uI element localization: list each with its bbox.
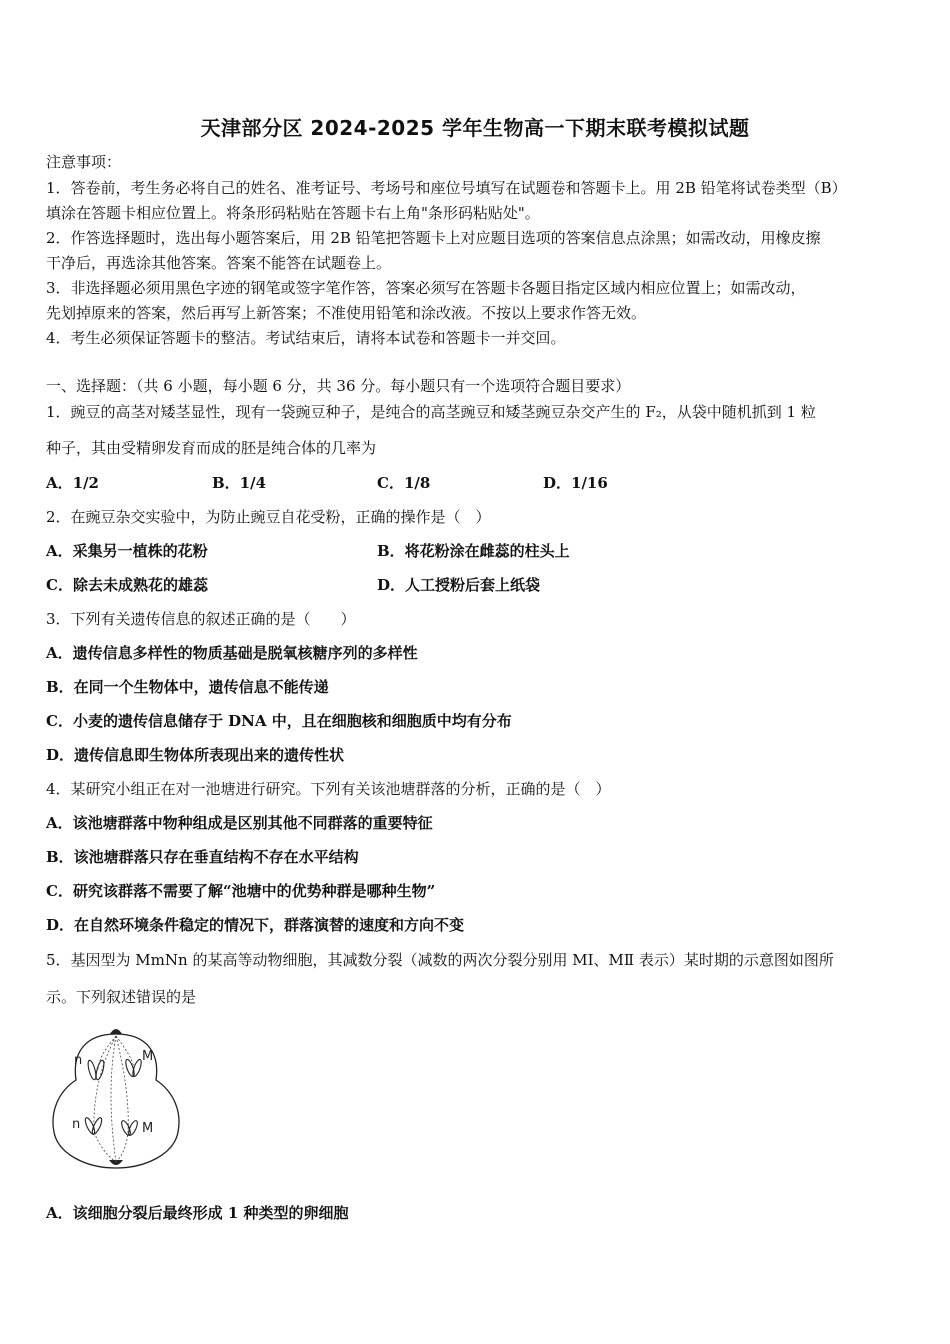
label-m-top: M	[142, 1049, 154, 1064]
question-4-option-a[interactable]: A．该池塘群落中物种组成是区别其他不同群落的重要特征	[46, 814, 433, 832]
question-5-stem: 5．基因型为 MmNn 的某高等动物细胞，其减数分裂（减数的两次分裂分别用 MⅠ、MⅡ 表示）某时期的示意图如图所	[46, 951, 834, 969]
notice-heading: 注意事项：	[46, 153, 122, 171]
question-2-option-d[interactable]: D．人工授粉后套上纸袋	[377, 576, 541, 594]
notice-line: 4．考生必须保证答题卡的整洁。考试结束后，请将本试卷和答题卡一并交回。	[46, 329, 566, 347]
question-2-option-c[interactable]: C．除去未成熟花的雄蕊	[46, 576, 208, 594]
question-1-stem: 1．豌豆的高茎对矮茎显性，现有一袋豌豆种子，是纯合的高茎豌豆和矮茎豌豆杂交产生的 F₂，从袋中随机抓到 1 粒	[46, 403, 816, 421]
chromosome-top-left	[87, 1060, 106, 1081]
cell-division-diagram	[46, 1022, 186, 1172]
section-heading: 一、选择题：（共 6 小题，每小题 6 分，共 36 分。每小题只有一个选项符合题目要求）	[46, 377, 631, 395]
chromosome-bottom-right	[120, 1119, 139, 1136]
question-3-option-b[interactable]: B．在同一个生物体中，遗传信息不能传递	[46, 678, 329, 696]
page-title: 天津部分区 2024-2025 学年生物高一下期末联考模拟试题	[200, 116, 750, 140]
label-m-bottom: M	[142, 1121, 154, 1136]
question-4-option-c[interactable]: C．研究该群落不需要了解“池塘中的优势种群是哪种生物”	[46, 882, 436, 900]
notice-line: 2．作答选择题时，选出每小题答案后，用 2B 铅笔把答题卡上对应题目选项的答案信息点涂黑；如需改动，用橡皮擦	[46, 229, 821, 247]
question-2-option-b[interactable]: B．将花粉涂在雌蕊的柱头上	[377, 542, 570, 560]
question-2-stem: 2．在豌豆杂交实验中，为防止豌豆自花受粉，正确的操作是（ ）	[46, 508, 491, 526]
question-1-option-a[interactable]: A．1/2	[46, 474, 99, 492]
question-3-stem: 3．下列有关遗传信息的叙述正确的是（ ）	[46, 610, 356, 628]
question-3-option-c[interactable]: C．小麦的遗传信息储存于 DNA 中，且在细胞核和细胞质中均有分布	[46, 712, 512, 730]
question-1-stem-cont: 种子，其由受精卵发育而成的胚是纯合体的几率为	[46, 439, 377, 457]
question-4-stem: 4．某研究小组正在对一池塘进行研究。下列有关该池塘群落的分析，正确的是（ ）	[46, 780, 611, 798]
question-5-stem-cont: 示。下列叙述错误的是	[46, 988, 197, 1006]
question-5-option-a[interactable]: A．该细胞分裂后最终形成 1 种类型的卵细胞	[46, 1204, 349, 1222]
question-1-option-b[interactable]: B．1/4	[212, 474, 267, 492]
question-2-option-a[interactable]: A．采集另一植株的花粉	[46, 542, 208, 560]
question-1-option-c[interactable]: C．1/8	[377, 474, 431, 492]
chromosome-bottom-left	[83, 1117, 103, 1136]
label-n-bottom: n	[72, 1117, 81, 1132]
notice-line: 先划掉原来的答案，然后再写上新答案；不准使用铅笔和涂改液。不按以上要求作答无效。	[46, 304, 647, 322]
cell-membrane	[53, 1034, 179, 1168]
question-4-option-d[interactable]: D．在自然环境条件稳定的情况下，群落演替的速度和方向不变	[46, 916, 465, 934]
notice-line: 干净后，再选涂其他答案。答案不能答在试题卷上。	[46, 254, 392, 272]
notice-line: 填涂在答题卡相应位置上。将条形码粘贴在答题卡右上角"条形码粘贴处"。	[46, 204, 540, 222]
label-n-top: n	[74, 1053, 83, 1068]
notice-line: 3．非选择题必须用黑色字迹的钢笔或签字笔作答，答案必须写在答题卡各题目指定区域内相应位置上；如需改动，	[46, 279, 806, 297]
centrosome-top	[110, 1029, 122, 1034]
chromosome-top-right	[124, 1059, 143, 1078]
question-3-option-d[interactable]: D．遗传信息即生物体所表现出来的遗传性状	[46, 746, 345, 764]
question-1-option-d[interactable]: D．1/16	[543, 474, 608, 492]
question-4-option-b[interactable]: B．该池塘群落只存在垂直结构不存在水平结构	[46, 848, 359, 866]
spindle-fibers	[94, 1036, 134, 1162]
notice-line: 1．答卷前，考生务必将自己的姓名、准考证号、考场号和座位号填写在试题卷和答题卡上。用 2B 铅笔将试卷类型（B）	[46, 179, 847, 197]
question-3-option-a[interactable]: A．遗传信息多样性的物质基础是脱氧核糖序列的多样性	[46, 644, 418, 662]
